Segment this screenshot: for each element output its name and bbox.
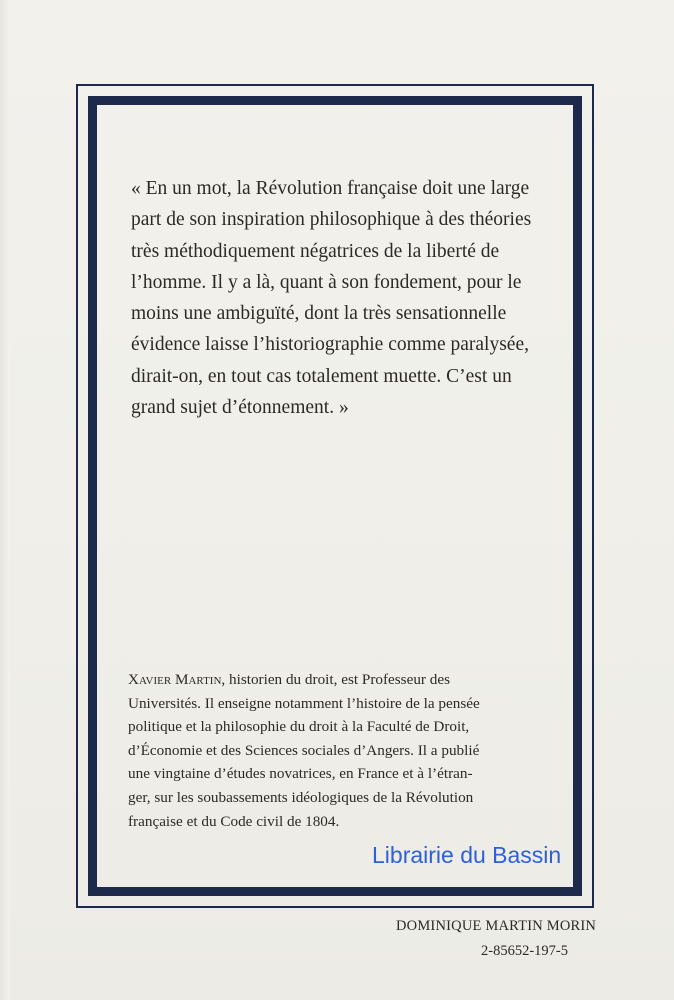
author-biography [128, 668, 558, 833]
quote-line: dirait-on, en tout cas totalement muette. C’est un [131, 365, 512, 387]
bio-first-line [128, 668, 558, 692]
bio-line: d’Économie et des Sciences sociales d’Angers. Il a publié [128, 741, 480, 759]
quote-line: l’homme. Il y a là, quant à son fondement, pour le [131, 271, 522, 293]
quote-line: part de son inspiration philosophique à des théories [131, 209, 532, 231]
bio-line: française et du Code civil de 1804. [128, 812, 340, 830]
quote-line: « En un mot, la Révolution française doit une large [131, 178, 530, 199]
isbn-number: 2-85652-197-5 [481, 943, 568, 959]
bio-line: ger, sur les soubassements idéologiques de la Révolution [128, 788, 474, 806]
quote-line: évidence laisse l’historiographie comme paralysée, [131, 334, 529, 356]
bio-line: une vingtaine d’études novatrices, en France et à l’étran- [128, 765, 473, 783]
quote-line: très méthodiquement négatrices de la liberté de [131, 240, 500, 262]
book-spine-edge [0, 0, 10, 1000]
bio-first-line-text: , historien du droit, est Professeur des [221, 671, 451, 688]
bookstore-watermark: Librairie du Bassin [372, 842, 562, 868]
author-name: Xavier Martin [128, 671, 222, 688]
bio-line: politique et la philosophie du droit à la Faculté de Droit, [128, 718, 470, 736]
quote-line: grand sujet d’étonnement. » [131, 397, 349, 419]
quote-line: moins une ambiguïté, dont la très sensationnelle [131, 303, 507, 325]
publisher-name: DOMINIQUE MARTIN MORIN [396, 918, 597, 934]
bio-line: Universités. Il enseigne notamment l’histoire de la pensée [128, 694, 480, 712]
back-cover-quote [131, 173, 543, 423]
